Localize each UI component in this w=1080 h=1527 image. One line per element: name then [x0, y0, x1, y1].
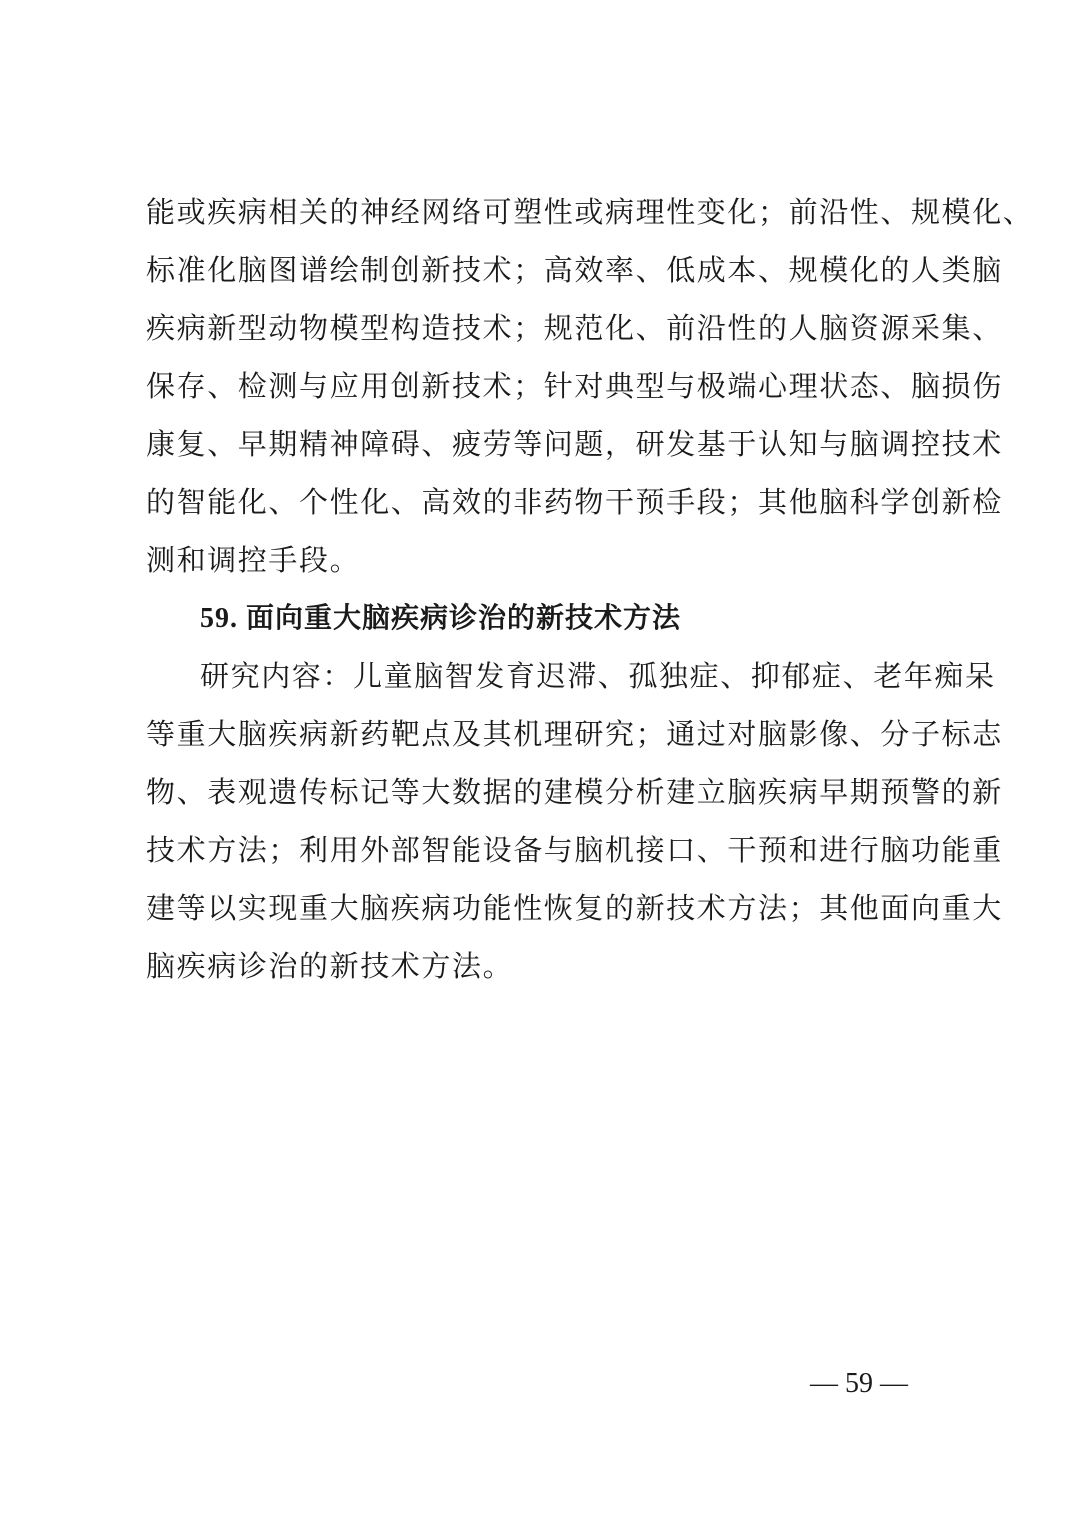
paragraph-line: 技术方法；利用外部智能设备与脑机接口、干预和进行脑功能重: [146, 833, 1003, 867]
paragraph-line: 等重大脑疾病新药靶点及其机理研究；通过对脑影像、分子标志: [146, 717, 1003, 751]
paragraph-line: 测和调控手段。: [146, 543, 361, 577]
section-heading: [200, 598, 681, 638]
section-title: 面向重大脑疾病诊治的新技术方法: [246, 601, 682, 634]
paragraph-line: 建等以实现重大脑疾病功能性恢复的新技术方法；其他面向重大: [146, 891, 1003, 925]
paragraph-line: 标准化脑图谱绘制创新技术；高效率、低成本、规模化的人类脑: [146, 253, 1003, 287]
page-number: — 59 —: [810, 1368, 908, 1399]
paragraph-line: 保存、检测与应用创新技术；针对典型与极端心理状态、脑损伤: [146, 369, 1003, 403]
paragraph-line: 研究内容：儿童脑智发育迟滞、孤独症、抑郁症、老年痴呆: [200, 659, 996, 693]
paragraph-line: 脑疾病诊治的新技术方法。: [146, 949, 514, 983]
paragraph-line: 疾病新型动物模型构造技术；规范化、前沿性的人脑资源采集、: [146, 311, 1003, 345]
paragraph-line: 康复、早期精神障碍、疲劳等问题，研发基于认知与脑调控技术: [146, 427, 1003, 461]
paragraph-line: 物、表观遗传标记等大数据的建模分析建立脑疾病早期预警的新: [146, 775, 1003, 809]
paragraph-line: 的智能化、个性化、高效的非药物干预手段；其他脑科学创新检: [146, 485, 1003, 519]
paragraph-line: 能或疾病相关的神经网络可塑性或病理性变化；前沿性、规模化、: [146, 195, 1034, 229]
section-number: 59.: [200, 603, 238, 634]
